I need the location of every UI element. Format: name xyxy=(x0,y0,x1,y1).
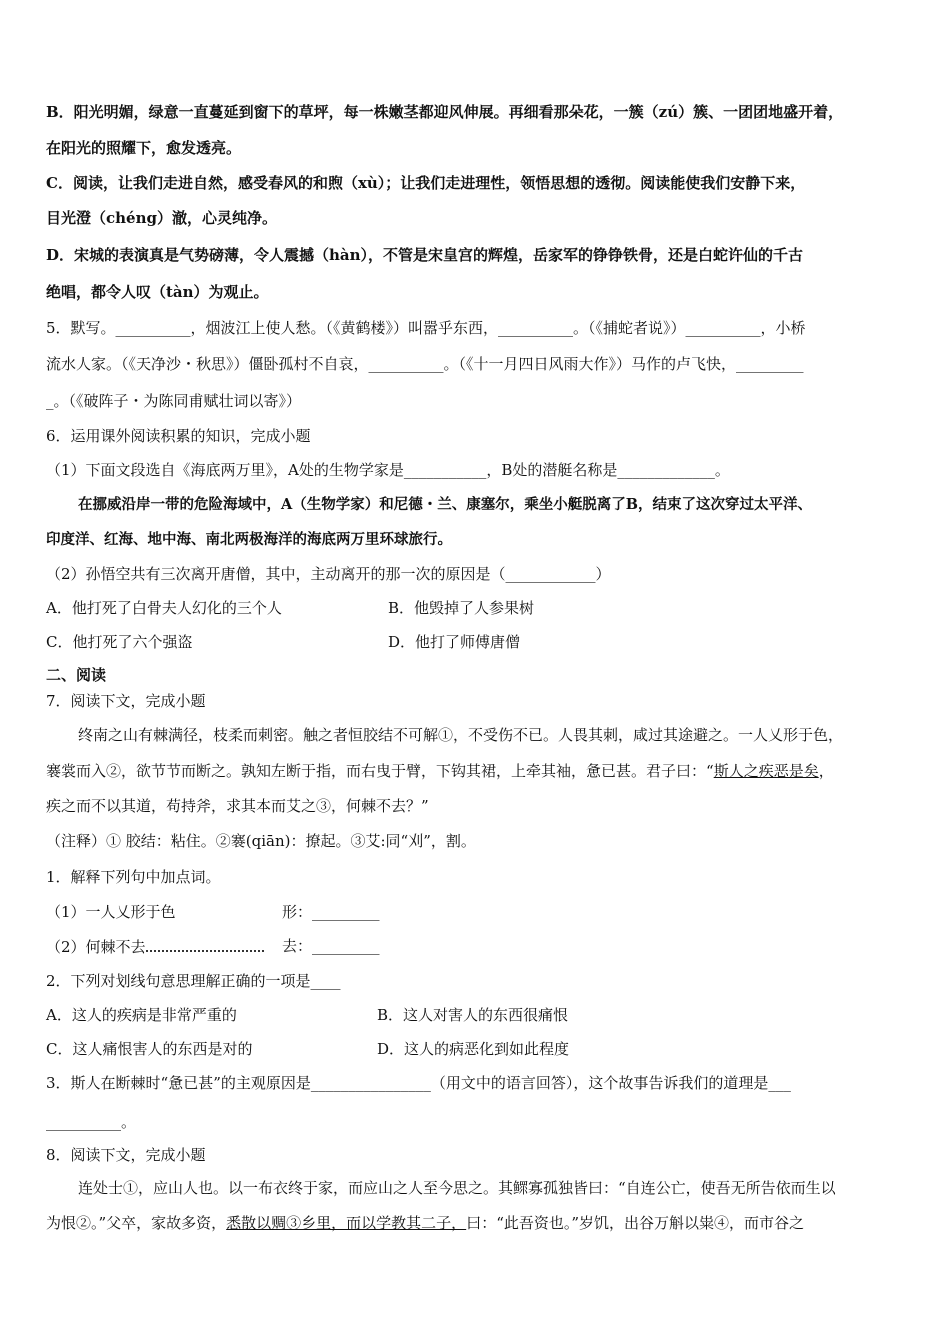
q8-title: 8．阅读下文，完成小题 xyxy=(46,1146,206,1164)
q4-option-c-line2: 目光澄（chéng）澈，心灵纯净。 xyxy=(46,209,277,227)
q7-option-d: D．这人的病恶化到如此程度 xyxy=(377,1040,570,1058)
q7-sub3-line2: __________。 xyxy=(46,1113,137,1131)
section-heading: 二、阅读 xyxy=(46,666,107,684)
q5-line2: 流水人家。（《天净沙・秋思》）僵卧孤村不自哀，__________。（《十一月四日风雨大作》）马作的卢飞快，_________ xyxy=(46,355,804,373)
q6-part1: （1）下面文段选自《海底两万里》，A处的生物学家是___________，B处的潜艇名称是_____________。 xyxy=(46,461,730,479)
q6-option-b: B．他毁掉了人参果树 xyxy=(388,599,535,617)
q8-underlined-sentence: 悉散以赒③乡里，而以学教其二子， xyxy=(226,1214,467,1232)
q7-sub1-item2-answer: 去：_________ xyxy=(282,937,380,955)
q6-part2: （2）孙悟空共有三次离开唐僧，其中，主动离开的那一次的原因是（____________） xyxy=(46,565,611,583)
q7-title: 7．阅读下文，完成小题 xyxy=(46,692,206,710)
q8-text-line2-a: 为恨②。”父卒，家故多资， xyxy=(46,1214,227,1232)
q4-option-b-line1: B．阳光明媚，绿意一直蔓延到窗下的草坪，每一株嫩茎都迎风伸展。再细看那朵花，一簇（zú）簇、一团团地盛开着， xyxy=(46,103,844,121)
q7-text-line3: 疾之而不以其道，苟持斧，求其本而艾之③，何棘不去？” xyxy=(46,797,429,815)
q6-passage-line1: 在挪威沿岸一带的危险海域中，A（生物学家）和尼德・兰、康塞尔，乘坐小艇脱离了B，结束了这次穿过太平洋、 xyxy=(78,496,813,513)
q7-option-b: B．这人对害人的东西很痛恨 xyxy=(377,1006,569,1024)
q5-line3: _。（《破阵子・为陈同甫赋壮词以寄》） xyxy=(46,392,302,410)
q6-title: 6．运用课外阅读积累的知识，完成小题 xyxy=(46,427,311,445)
q7-option-c: C．这人痛恨害人的东西是对的 xyxy=(46,1040,253,1058)
q7-sub1-item1-answer: 形：_________ xyxy=(282,903,380,921)
q8-text-line2-b: 曰：“此吾资也。”岁饥，出谷万斛以粜④，而市谷之 xyxy=(466,1214,805,1232)
q4-option-d-line2: 绝唱，都令人叹（tàn）为观止。 xyxy=(46,283,269,301)
q7-text-line1: 终南之山有棘满径，枝柔而刺密。触之者恒胶结不可解①，不受伤不已。人畏其刺，咸过其途避之。一人乂形于色， xyxy=(78,726,844,744)
q7-notes: （注释）① 胶结：粘住。②褰(qiān)：撩起。③艾:同“刈”，割。 xyxy=(46,832,476,850)
q7-sub1: 1．解释下列句中加点词。 xyxy=(46,868,221,886)
q4-option-b-line2: 在阳光的照耀下，愈发透亮。 xyxy=(46,139,242,157)
q7-option-a: A．这人的疾病是非常严重的 xyxy=(46,1006,237,1024)
q6-passage-line2: 印度洋、红海、地中海、南北两极海洋的海底两万里环球旅行。 xyxy=(46,531,452,548)
q7-sub2: 2．下列对划线句意思理解正确的一项是____ xyxy=(46,972,341,990)
q7-text-line2-a: 褰裳而入②，欲节节而断之。孰知左断于指，而右曳于臂，下钩其裙，上牵其袖，惫已甚。君子曰：“ xyxy=(46,762,714,780)
q4-option-d-line1: D．宋城的表演真是气势磅薄，令人震撼（hàn），不管是宋皇宫的辉煌，岳家军的铮铮铁骨，还是白蛇许仙的千古 xyxy=(46,246,804,264)
q7-sub1-item2 xyxy=(46,936,264,957)
q7-sub1-item2-text: （2）何棘不去 xyxy=(46,938,146,956)
q6-option-d: D．他打了师傅唐僧 xyxy=(388,633,521,651)
q6-option-c: C．他打死了六个强盗 xyxy=(46,633,193,651)
q7-text-line2 xyxy=(46,761,834,781)
q7-sub1-item1: （1）一人乂形于色 xyxy=(46,903,176,921)
q8-text-line2 xyxy=(46,1213,804,1233)
q7-text-line2-b: ， xyxy=(818,762,834,780)
q6-option-a: A．他打死了白骨夫人幻化的三个人 xyxy=(46,599,282,617)
q7-underlined-sentence: 斯人之疾恶是矣 xyxy=(713,762,819,780)
q5-line1: 5．默写。__________，烟波江上使人愁。（《黄鹤楼》）叫嚣乎东西，__________。（《捕蛇者说》）__________，小桥 xyxy=(46,319,806,337)
q7-sub3-line1: 3．斯人在断棘时“惫已甚”的主观原因是________________（用文中的语言回答），这个故事告诉我们的道理是___ xyxy=(46,1074,791,1092)
q8-text-line1: 连处士①，应山人也。以一布衣终于家，而应山之人至今思之。其鳏寡孤独皆曰：“自连公亡，使吾无所告依而生以 xyxy=(78,1179,836,1197)
q4-option-c-line1: C．阅读，让我们走进自然，感受春风的和煦（xù）；让我们走进理性，领悟思想的透彻。阅读能使我们安静下来， xyxy=(46,174,806,192)
